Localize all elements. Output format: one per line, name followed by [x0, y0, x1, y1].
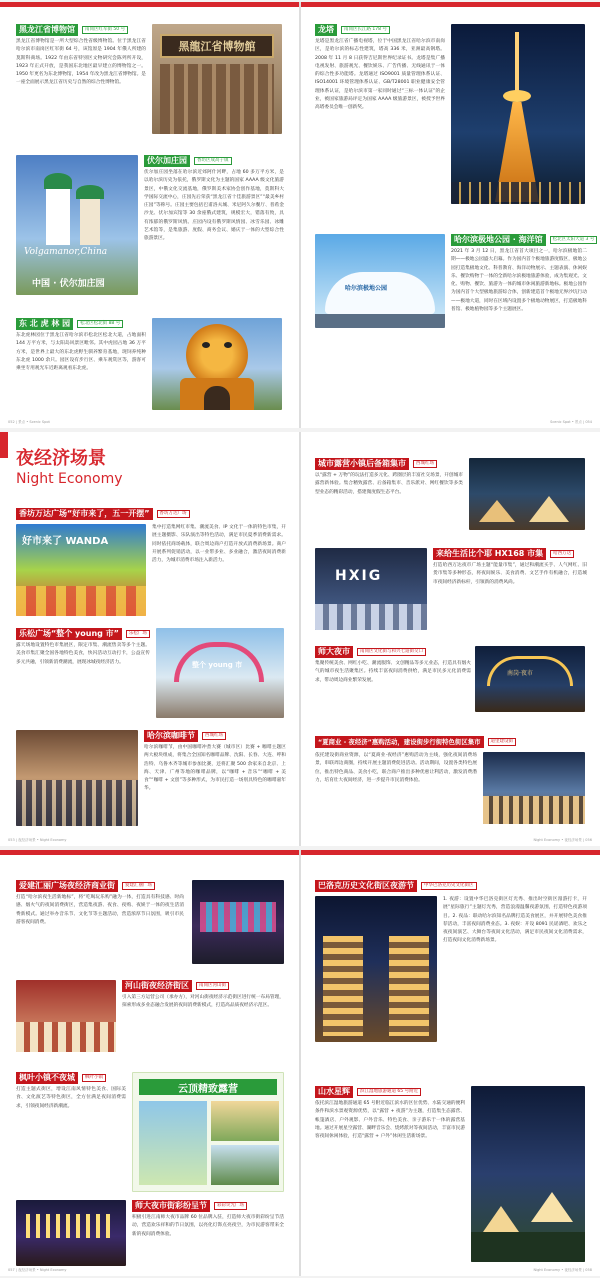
aijian-image — [192, 880, 284, 964]
wanda-title: 香坊万达广场“好市来了，五一开摆” — [16, 508, 153, 520]
spread-night-economy — [0, 432, 600, 846]
volga-caption: 中国 · 伏尔加庄园 — [32, 279, 105, 289]
section-bar — [0, 432, 8, 458]
volga-image — [16, 155, 138, 295]
longta-tag: 南岗区长江路 178 号 — [341, 26, 390, 34]
polar-tag: 松北区太阳大道 3 号 — [550, 236, 598, 244]
aijian-text: 打造“哈尔滨夜生活新地标”，将“吃喝玩乐购”融为一体，打造具有科技感、时尚感、烟火气的夜间消费街区，营造集夜游、夜食、夜购、夜娱于一体的夜生活消费新模式。通过举办音乐节、文化节等主题活动，营造浓厚节日氛围，吸引市民游客夜间消费。 — [16, 895, 184, 925]
citycamp-text: 以“露营 + 万物”的玩法打造多元化、跨圈层的丰富社交场景，开创城市露营新体验。集合精致露营、后备箱集市、音乐派对、网红餐饮等多类型业态的精彩活动，搭建微度假生态平台。 — [315, 473, 463, 495]
citycamp-block — [315, 458, 463, 497]
longta-image — [451, 24, 585, 204]
hx168-sign: HXIG — [335, 568, 383, 584]
leyoung-text: 露天场地设置特色市集展区，限定市集、潮流售卖等多个主题。美食市集汇聚全国各地特色美食，快闪活动互动打卡，公益宣传多元共融，引领新消费潮流，展现冰城夜经济活力。 — [16, 643, 150, 665]
footer-right: Scenic Spot • 景点 | 054 — [550, 420, 592, 424]
shida-light-text: 积极引进江南师大夜市品牌 60 位品牌入驻，打造师大夜市街彩纷呈节活动，营造欢乐祥和的节日氛围，以亮化灯饰点亮夜空，为市民游客带来全新的夜间消费体验。 — [132, 1215, 284, 1237]
wanda-sign: 好市来了 WANDA — [22, 536, 109, 547]
leyoung-block — [16, 628, 150, 667]
hx168-block — [433, 548, 587, 587]
coffee-block — [144, 730, 286, 794]
polar-block — [451, 234, 595, 314]
longta-text: 龙塔是黑龙江省广播电视塔，位于中国黑龙江省哈尔滨市南岗区，是哈尔滨的标志性建筑，塔高 336 米，亚洲最高钢塔。2008 年 11 月 8 日获得吉尼斯世界纪录证书。龙塔是集广播电视发射、旅游观光、餐饮娱乐、广告传播、无线通讯于一体的综合性多功能塔。龙塔通过 ISO9001 质量管理体系认证、ISO14001 环境管理体系认证、GB/T28001 职业健康安全管理体系认证，是哈尔滨市第一家同时通过“三标一体认证”的企业，被国家旅游局评定为国家 AAAA 级旅游景区，被授予世界高塔委员会唯一创新奖。 — [315, 39, 445, 111]
citycamp-tag: 西城红场 — [413, 460, 437, 468]
nightmarket-text: 集聚传统美食、网红小吃、潮流服饰、文创精品等多元业态，打造具有烟火气的城市夜生活聚集区。持续丰富夜间消费供给，满足市民多元化消费需求，带动周边商业繁荣发展。 — [315, 661, 471, 683]
footer-right: Night Economy • 夜经济场景 | 058 — [533, 1268, 592, 1272]
xiaxue-block — [315, 752, 477, 785]
page-right-scenic — [301, 2, 600, 428]
tiger-tag: 松北区松北街 88 号 — [77, 320, 123, 328]
page-left-scenic — [0, 2, 299, 428]
longta-title: 龙塔 — [315, 24, 337, 36]
hx168-tag: 哈西万达 — [550, 550, 574, 558]
volga-text: 伏尔加庄园坐落在哈尔滨近郊阿什河畔，占地 60 多万平方米，是以哈尔滨历史为依托，俄罗斯文化为主题的国家 AAAA 级文化旅游景区，中俄文化交流基地，俄罗斯美术家协会创作基地，莫斯科大学国际交流中心，庄园先后荣获“黑龙江省十佳旅游景区”“最美乡村庄园”等称号。庄园主要包括巴甫洛夫城、米尼阿久尔餐厅、普希金沙龙、伏尔加宾馆等 30 余座俄式建筑，规模宏大，错落有致，具有浓郁的俄罗斯风情。庄园内设有俄罗斯风情园、冰雪乐园、冰雕艺术馆等，是集旅游、度假、商务会议、婚庆于一体的大型综合性旅游景区。 — [144, 170, 284, 242]
nightmarket-block — [315, 646, 471, 685]
citycamp-image — [469, 458, 585, 530]
coffee-title: 哈尔滨咖啡节 — [144, 730, 198, 742]
fengye-block — [16, 1072, 126, 1111]
top-bar — [0, 850, 299, 855]
museum-block — [16, 24, 146, 88]
volga-tag: 香坊区成高子镇 — [194, 157, 232, 165]
spread-night-economy-2 — [0, 850, 600, 1276]
xiaxue-header — [315, 736, 587, 748]
polar-text: 2021 年 3 月 12 日，黑龙江省首大项目之一，哈尔滨极地馆二期——极地公园盛大启幕。作为国内首个极地旅游度假区，极地公园打造集极地文化、科普教育、海洋动物展示、主题表演、休闲娱乐、餐饮购物于一体的全新哈尔滨极地旅游体验，成为集观光、文化、购物、餐饮、旅游为一体的城市休闲旅游新地标。极地公园作为国内首个大型极地旅游综合体，创新建造首个极地无界沙坑行动——极地大道，同时在区域内设置多个极地动物展区，打造极地科普馆、极地植物园等多个主题展区。 — [451, 249, 587, 313]
top-bar — [301, 850, 600, 855]
museum-text: 黑龙江省博物馆是一所大型综合性省级博物馆。位于黑龙江省哈尔滨市南岗区红军街 64 号，该馆原是 1904 年俄人所建的莫斯科商场。1922 年由东省特别区文物研究会陈列所开设，1923 年正式开放，是我国东北地区最早建立的博物馆之一。1950 年更名为东北博物馆，1954 年改为黑龙江省博物馆。是一座全面展示黑龙江省历史与自然的综合性博物馆。 — [16, 39, 146, 86]
coffee-text: 哈尔滨咖啡节，由中国咖啡冲煮大赛（城市区）比赛 + 咖啡主题区两大板块组成，将集合全国知名咖啡品牌、沈阳、长春、大连、呼和浩特、乌鲁木齐等城市参加比赛，还将汇聚 500 余家来自北京、上海、天津、广州等地的咖啡品牌，以“咖啡 + 音乐”“咖啡 + 美食”“咖啡 + 文创”等多种形式，为市民打造一场别具特色的咖啡嘉年华。 — [144, 745, 286, 792]
polar-image — [315, 234, 445, 328]
aijian-block — [16, 880, 184, 927]
tiger-block — [16, 318, 146, 373]
shanshui-text: 依托滨江湿地旅游通道 65 号附近临江滨水的区位优势、水陆交通的便利条件和滨水景观资源优势，以“露营 + 夜游”为主题，打造集生态露营、帐篷酒店、户外观影、户外音乐、特色美食、亲子游乐于一体的露营基地。通过开展星空露营、湖畔音乐会、烧烤派对等夜间活动，丰富市民游客夜间休闲体验，打造“露营 + 户外”休闲生活新场景。 — [315, 1101, 466, 1140]
tiger-title: 东 北 虎 林 园 — [16, 318, 73, 330]
leyoung-sign: 整个 young 市 — [192, 661, 243, 669]
wanda-image — [16, 524, 146, 616]
leyoung-title: 乐松广场“整个 young 市” — [16, 628, 122, 640]
volga-block — [144, 155, 284, 244]
henanjie-image — [16, 980, 116, 1052]
museum-image — [152, 24, 282, 134]
xiaxue-text: 依托建设街商业资源，以“夏商业·夜经济”惠购活动为主线，强化夜间消费场景，串联周边商圈，持续开展主题消费促进活动。活动期间，设置各类特色展位，推出特色商品、美食小吃，联合商户推出多种优惠让利活动，激发消费潜力，培育壮大夜间经济，进一步提升市民消费体验。 — [315, 753, 477, 783]
museum-tag: 南岗区红军街 50 号 — [82, 26, 128, 34]
fengye-tag: 枫叶小镇 — [82, 1074, 106, 1082]
xiaxue-tag: 道里建设街 — [488, 738, 517, 746]
baroque-image — [315, 896, 437, 1042]
footer-right: Night Economy • 夜经济场景 | 056 — [533, 838, 592, 842]
fengye-title: 枫叶小镇不夜城 — [16, 1072, 78, 1084]
footer-left: 053 | 夜经济场景 • Night Economy — [8, 838, 67, 842]
polar-title: 哈尔滨极地公园 · 海洋馆 — [451, 234, 546, 246]
nightmarket-title: 师大夜市 — [315, 646, 353, 658]
top-bar — [301, 2, 600, 7]
wanda-text: 集中打造集网红市集、潮流美食、IP 文化于一体的特色市集，开展主题摄影、乐队演出等特色活动，满足市民夏季消费新需求。同时依托商场载体，联合周边商户打造开放式消费新场景。商户开展系列促销活动，以一业带多业、多业融合，激活夜间消费新活力，为城市消费市场注入新活力。 — [152, 525, 286, 564]
page-right-night — [301, 432, 600, 846]
polar-sign: 哈尔滨极地公园 — [345, 285, 388, 292]
section-title-en: Night Economy — [16, 471, 123, 487]
footer-left: 052 | 景点 • Scenic Spot — [8, 420, 50, 424]
section-heading — [16, 448, 123, 488]
xiaxue-title: “夏商业 - 夜经济”惠购活动，建设街步行街特色街区集市 — [315, 736, 484, 748]
camp-panel — [132, 1072, 284, 1192]
henanjie-title: 河山街夜经济街区 — [122, 980, 192, 992]
baroque-header — [315, 880, 587, 892]
museum-title: 黑龙江省博物馆 — [16, 24, 78, 36]
hx168-title: 来给生活比个耶 HX168 市集 — [433, 548, 546, 560]
fengye-text: 打造主题式街区，增设江南风情特色美食、国际美食、文化演艺等特色街区，全方位满足夜间消费需求，引领夜间经济新潮流。 — [16, 1087, 126, 1109]
shida-light-block — [132, 1200, 284, 1239]
footer-left: 057 | 夜经济场景 • Night Economy — [8, 1268, 67, 1272]
xiaxue-image — [483, 752, 585, 824]
wanda-header — [16, 508, 286, 520]
henanjie-tag: 南岗区河山街 — [196, 982, 229, 990]
volga-signature: Volgamanor,China — [24, 247, 108, 257]
tiger-text: 东北虎林园位于黑龙江省哈尔滨市松北区松北大道，占地面积 144 万平方米，与太阳岛风景区毗邻。其中虎园占地 36 万平方米，是世界上最大的东北虎野生驯养繁育基地，现饲养纯种东北虎 1000 余只。园区设有步行区、乘车观赏区等，游客可乘坐专用观光车近距离观看东北虎。 — [16, 333, 146, 372]
shida-light-tag: 彩彩荧光广场 — [214, 1202, 247, 1210]
leyoung-tag: 乐松广场 — [126, 630, 150, 638]
baroque-title: 巴洛克历史文化街区夜游节 — [315, 880, 417, 892]
nightmarket-image — [475, 646, 585, 712]
spread-scenic — [0, 2, 600, 428]
wanda-block — [152, 524, 286, 565]
henanjie-block — [122, 980, 284, 1011]
volga-title: 伏尔加庄园 — [144, 155, 190, 167]
citycamp-title: 城市露营小镇后备箱集市 — [315, 458, 409, 470]
aijian-tag: 爱建汇丽广场 — [122, 882, 155, 890]
hx168-image — [315, 548, 427, 630]
top-bar — [0, 2, 299, 7]
aijian-title: 爱建汇丽广场夜经济商业街 — [16, 880, 118, 892]
section-title-cn: 夜经济场景 — [16, 448, 106, 469]
henanjie-text: 引入第三方运营公司（承办方），对河山街夜经济示范街区进行统一布局管理，探索形成多业态融合发展的夜间消费新模式，打造高品质夜经济示范区。 — [122, 995, 284, 1009]
nightmarket-tag: 南岗区文化街与和兴七道街交口 — [357, 648, 426, 656]
shida-light-image — [16, 1200, 126, 1266]
nightmarket-sign: 南岗·夜市 — [507, 670, 533, 677]
shanshui-image — [471, 1086, 585, 1262]
shanshui-title: 山水星辉 — [315, 1086, 353, 1098]
page-right-night-2 — [301, 850, 600, 1276]
tiger-image — [152, 318, 282, 410]
leyoung-image — [156, 628, 284, 718]
wanda-tag: 香坊万达广场 — [157, 510, 190, 518]
coffee-tag: 西城红场 — [202, 732, 226, 740]
page-left-night-2 — [0, 850, 299, 1276]
longta-block — [315, 24, 445, 113]
shanshui-tag: 滨江湿地旅游通道 65 号附近 — [357, 1088, 421, 1096]
baroque-tag: 中华巴洛克历史文化街区 — [421, 882, 477, 890]
page-left-night — [0, 432, 299, 846]
hx168-text: 打造哈西万达夜市广场主题“能量市集”，通过和潮流买手、人气网红、旧货市集等多种形态，将夜间娱乐、美食消费、文艺手作有机融合，打造城市夜间经济新标杆，引领新的消费风尚。 — [433, 563, 587, 585]
baroque-text: 1. 夜游：设置中华巴洛克街区灯光秀、推出时空街区漫游打卡，开展“星际旅行”主题灯光秀，营造浪漫温馨夜游氛围，打造特色夜游项目。2. 夜品：联动哈尔滨知名品牌打造美食展区，并开展特色美食推荐活动，丰富夜间消费业态。3. 夜娱：开设 8091 民谣酒吧、欢乐之夜夜间演艺、大舞台等夜间文化活动，满足市民夜间文化消费需求，打造夜间文化消费新场景。 — [443, 897, 587, 944]
baroque-block — [443, 896, 587, 946]
shanshui-block — [315, 1086, 465, 1141]
shida-light-title: 师大夜市街彩纷呈节 — [132, 1200, 210, 1212]
camp-panel-title: 云顶精致露营 — [178, 1083, 238, 1095]
museum-sign: 黑龍江省博物館 — [178, 40, 256, 53]
coffee-image — [16, 730, 138, 826]
